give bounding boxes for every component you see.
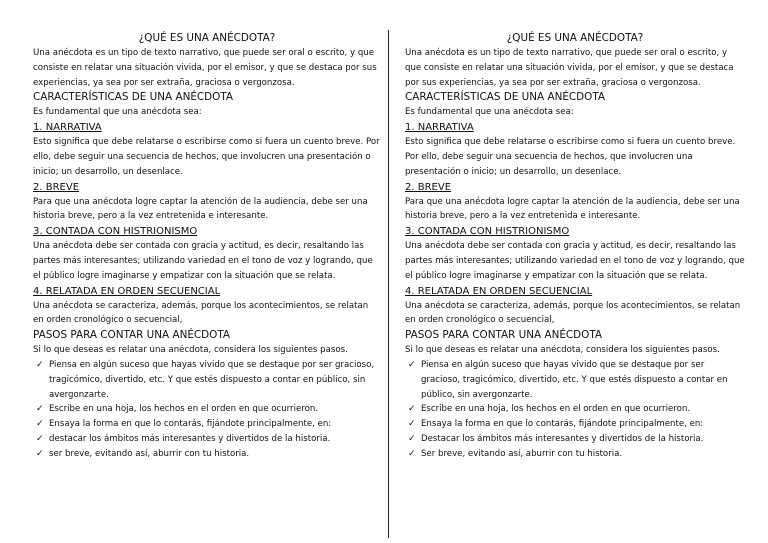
list-item	[33, 447, 381, 462]
check-icon: ✓	[408, 419, 416, 430]
feature-text-histrionismo: Una anécdota debe ser contada con gracia y actitud, es decir, resaltando las partes más interesantes; utilizando variedad en el tono de voz y logrando, que el público logre imaginarse y empatizar con la situación que se relata.	[33, 241, 373, 281]
list-item	[33, 417, 381, 432]
column-divider	[388, 30, 389, 538]
step-text: Destacar los ámbitos más interesantes y divertidos de la historia.	[421, 433, 704, 444]
list-item	[405, 417, 745, 432]
feature-text-histrionismo: Una anécdota debe ser contada con gracia y actitud, es decir, resaltando las partes más interesantes; utilizando variedad en el tono de voz y logrando, que el público logre imaginarse y empatizar con la situación que se relata.	[405, 241, 745, 281]
list-item	[33, 402, 381, 417]
step-text: Piensa en algún suceso que hayas vivido que se destaque por ser gracioso, tragicómico, divertido, etc. Y que estés dispuesto a contar en público, sin avergonzarte.	[421, 359, 728, 400]
feature-text-secuencial: Una anécdota se caracteriza, además, porque los acontecimientos, se relatan en orden cronológico o secuencial,	[405, 300, 741, 326]
step-text: destacar los ámbitos más interesantes y divertidos de la historia.	[49, 433, 331, 444]
steps-heading: PASOS PARA CONTAR UNA ANÉCDOTA	[405, 329, 602, 342]
right-column	[405, 31, 745, 462]
left-column	[33, 31, 381, 462]
steps-intro: Si lo que deseas es relatar una anécdota, considera los siguientes pasos.	[33, 345, 348, 356]
list-item	[405, 358, 745, 402]
step-text: Piensa en algún suceso que hayas vivido que se destaque por ser gracioso, tragicómico, divertido, etc. Y que estés dispuesto a contar en público, sin avergonzarte.	[49, 359, 375, 400]
feature-text-secuencial: Una anécdota se caracteriza, además, porque los acontecimientos, se relatan en orden cronológico o secuencial,	[33, 300, 369, 326]
features-heading: CARACTERÍSTICAS DE UNA ANÉCDOTA	[405, 91, 605, 104]
feature-title-breve: 2. BREVE	[33, 181, 80, 193]
intro-paragraph: Una anécdota es un tipo de texto narrativo, que puede ser oral o escrito, y que consiste en relatar una situación vivida, por el emisor, y que se destaca por sus experiencias, ya sea por ser extraña, graciosa o vergonzosa.	[33, 48, 377, 88]
feature-title-narrativa: 1. NARRATIVA	[405, 122, 474, 134]
features-intro: Es fundamental que una anécdota sea:	[33, 107, 202, 118]
list-item	[405, 447, 745, 462]
features-intro: Es fundamental que una anécdota sea:	[405, 107, 574, 118]
list-item	[405, 432, 745, 447]
feature-title-histrionismo: 3. CONTADA CON HISTRIONISMO	[33, 226, 198, 238]
list-item	[405, 402, 745, 417]
step-text: Ser breve, evitando así, aburrir con tu historia.	[421, 448, 623, 459]
list-item	[33, 432, 381, 447]
steps-list	[33, 358, 381, 462]
check-icon: ✓	[36, 433, 44, 444]
intro-paragraph: Una anécdota es un tipo de texto narrativo, que puede ser oral o escrito, y que consiste en relatar una situación vivida, por el emisor, y que se destaca por sus experiencias, ya sea por ser extraña, graciosa o vergonzosa.	[405, 48, 734, 88]
feature-title-secuencial: 4. RELATADA EN ORDEN SECUENCIAL	[405, 285, 593, 297]
check-icon: ✓	[36, 448, 44, 459]
feature-title-histrionismo: 3. CONTADA CON HISTRIONISMO	[405, 226, 570, 238]
feature-title-breve: 2. BREVE	[405, 181, 452, 193]
check-icon: ✓	[36, 404, 44, 415]
check-icon: ✓	[408, 448, 416, 459]
check-icon: ✓	[36, 419, 44, 430]
feature-text-breve: Para que una anécdota logre captar la atención de la audiencia, debe ser una historia breve, pero a la vez entretenida e interesante.	[405, 196, 740, 222]
page-title: ¿QUÉ ES UNA ANÉCDOTA?	[506, 32, 644, 44]
check-icon: ✓	[408, 433, 416, 444]
step-text: Escribe en una hoja, los hechos en el orden en que ocurrieron.	[49, 404, 319, 415]
step-text: Ensaya la forma en que lo contarás, fijándote principalmente, en:	[49, 419, 332, 430]
check-icon: ✓	[408, 359, 416, 370]
feature-text-breve: Para que una anécdota logre captar la atención de la audiencia, debe ser una historia breve, pero a la vez entretenida e interesante.	[33, 196, 368, 222]
step-text: Ensaya la forma en que lo contarás, fijándote principalmente, en:	[421, 419, 704, 430]
steps-list	[405, 358, 745, 462]
feature-title-narrativa: 1. NARRATIVA	[33, 122, 102, 134]
steps-heading: PASOS PARA CONTAR UNA ANÉCDOTA	[33, 329, 230, 342]
step-text: ser breve, evitando así, aburrir con tu historia.	[49, 448, 250, 459]
list-item	[33, 358, 381, 402]
features-heading: CARACTERÍSTICAS DE UNA ANÉCDOTA	[33, 91, 233, 104]
feature-text-narrativa: Esto significa que debe relatarse o escribirse como si fuera un cuento breve. Por ello, debe seguir una secuencia de hechos, que involucren una presentación o inicio; un desarrollo, un desenlace.	[33, 137, 380, 177]
steps-intro: Si lo que deseas es relatar una anécdota, considera los siguientes pasos.	[405, 345, 720, 356]
check-icon: ✓	[36, 359, 44, 370]
check-icon: ✓	[408, 404, 416, 415]
page-title: ¿QUÉ ES UNA ANÉCDOTA?	[138, 32, 276, 44]
feature-text-narrativa: Esto significa que debe relatarse o escribirse como si fuera un cuento breve. Por ello, debe seguir una secuencia de hechos, que involucren una presentación o inicio; un desarrollo, un desenlace.	[405, 137, 736, 177]
step-text: Escribe en una hoja, los hechos en el orden en que ocurrieron.	[421, 404, 691, 415]
feature-title-secuencial: 4. RELATADA EN ORDEN SECUENCIAL	[33, 285, 221, 297]
